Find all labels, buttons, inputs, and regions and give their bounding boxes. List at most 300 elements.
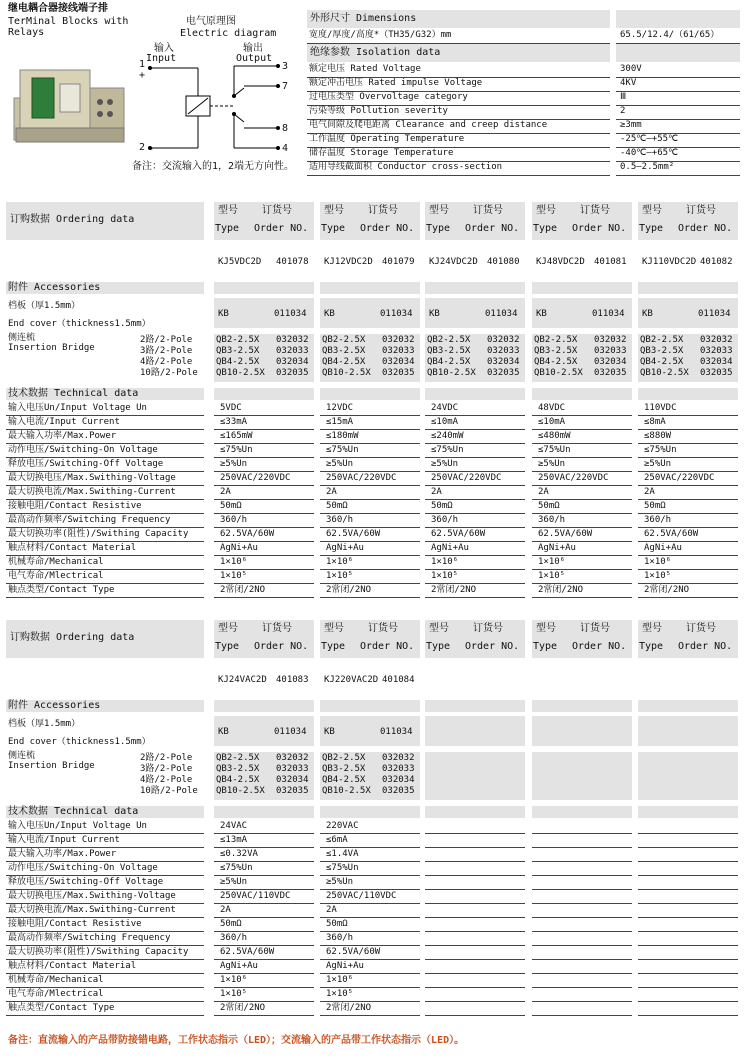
isolation-label: 污染等级 Pollution severity bbox=[309, 106, 448, 116]
column-head-model-en: Type bbox=[533, 223, 558, 234]
tech-value: ≤33mA bbox=[220, 417, 248, 427]
tech-cell-line bbox=[532, 527, 632, 528]
tech-cell-line bbox=[425, 833, 525, 834]
column-head-order-cn: 订货号 bbox=[580, 205, 610, 216]
tech-cell-line bbox=[638, 471, 738, 472]
tech-cell-line bbox=[214, 945, 314, 946]
tech-cell-line bbox=[638, 499, 738, 500]
tech-value: 2常闭/2NO bbox=[538, 585, 584, 595]
tech-cell-line bbox=[638, 889, 738, 890]
bridge-order-no: 032034 bbox=[700, 357, 733, 367]
tech-value: ≤240mW bbox=[431, 431, 464, 441]
bridge-type: QB2-2.5X bbox=[640, 335, 684, 345]
bridge-type: QB2-2.5X bbox=[322, 753, 366, 763]
tech-value: 1×10⁵ bbox=[431, 571, 459, 581]
tech-cell-line bbox=[320, 527, 420, 528]
tech-label: 输入电压Un/Input Voltage Un bbox=[8, 821, 147, 831]
tech-value: 1×10⁵ bbox=[220, 571, 248, 581]
technical-column-bar bbox=[638, 388, 738, 400]
bridge-pole: 4路/2-Pole bbox=[140, 357, 193, 367]
technical-column-bar bbox=[320, 806, 420, 818]
tech-cell-line bbox=[320, 499, 420, 500]
tech-cell-line bbox=[425, 959, 525, 960]
column-head-model-en: Type bbox=[321, 641, 346, 652]
tech-cell-line bbox=[532, 471, 632, 472]
endcover-type: KB bbox=[642, 309, 653, 319]
tech-cell-line bbox=[425, 931, 525, 932]
tech-cell-line bbox=[638, 959, 738, 960]
tech-cell-line bbox=[320, 959, 420, 960]
accessories-column-bar bbox=[214, 700, 314, 712]
pin-4: 4 bbox=[282, 143, 289, 154]
tech-row-line bbox=[6, 485, 204, 486]
pin-2: 2 bbox=[139, 142, 146, 153]
tech-row-line bbox=[6, 527, 204, 528]
tech-value: ≤1.4VA bbox=[326, 849, 359, 859]
column-head-model-cn: 型号 bbox=[642, 205, 662, 216]
tech-cell-line bbox=[638, 847, 738, 848]
column-head-model-en: Type bbox=[321, 223, 346, 234]
tech-row-line bbox=[6, 833, 204, 834]
tech-cell-line bbox=[425, 485, 525, 486]
bridge-order-no: 032033 bbox=[276, 346, 309, 356]
tech-cell-line bbox=[638, 861, 738, 862]
tech-cell-line bbox=[638, 485, 738, 486]
tech-cell-line bbox=[532, 945, 632, 946]
tech-cell-line bbox=[532, 833, 632, 834]
tech-cell-line bbox=[532, 443, 632, 444]
product-order-no: 401082 bbox=[700, 257, 733, 267]
bridge-order-no: 032035 bbox=[382, 368, 415, 378]
tech-cell-line bbox=[320, 583, 420, 584]
bridge-type: QB3-2.5X bbox=[216, 764, 260, 774]
dimensions-header-bar-right bbox=[616, 10, 740, 28]
tech-value: 360/h bbox=[326, 933, 354, 943]
tech-cell-line bbox=[214, 1015, 314, 1016]
column-head-order-en: Order NO. bbox=[254, 641, 309, 652]
tech-cell-line bbox=[532, 903, 632, 904]
product-order-no: 401078 bbox=[276, 257, 309, 267]
tech-cell-line bbox=[320, 597, 420, 598]
bridge-order-no: 032032 bbox=[487, 335, 520, 345]
tech-value: 1×10⁵ bbox=[220, 989, 248, 999]
tech-cell-line bbox=[425, 1001, 525, 1002]
tech-cell-line bbox=[638, 987, 738, 988]
tech-label: 释放电压/Switching-Off Voltage bbox=[8, 459, 164, 469]
tech-row-line bbox=[6, 931, 204, 932]
tech-cell-line bbox=[320, 847, 420, 848]
tech-row-line bbox=[6, 583, 204, 584]
tech-value: 2常闭/2NO bbox=[220, 585, 266, 595]
tech-value: AgNi+Au bbox=[538, 543, 576, 553]
tech-value: ≤75%Un bbox=[220, 445, 253, 455]
tech-row-line bbox=[6, 499, 204, 500]
column-head-order-en: Order NO. bbox=[465, 641, 520, 652]
tech-value: 1×10⁶ bbox=[644, 557, 672, 567]
bridge-type: QB2-2.5X bbox=[427, 335, 471, 345]
column-head-order-cn: 订货号 bbox=[262, 623, 292, 634]
endcover-column-bar bbox=[532, 716, 632, 746]
dimensions-label: 宽度/厚度/高度*（TH35/G32）mm bbox=[309, 30, 452, 40]
tech-value: 2A bbox=[220, 905, 231, 915]
technical-column-bar bbox=[425, 806, 525, 818]
tech-cell-line bbox=[214, 569, 314, 570]
tech-value: ≤13mA bbox=[220, 835, 248, 845]
technical-column-bar bbox=[425, 388, 525, 400]
tech-row-line bbox=[6, 959, 204, 960]
column-head-model-cn: 型号 bbox=[324, 205, 344, 216]
tech-value: ≥5%Un bbox=[326, 459, 354, 469]
column-head-order-en: Order NO. bbox=[678, 223, 733, 234]
tech-row-line bbox=[6, 569, 204, 570]
technical-data-header: 技术数据 Technical data bbox=[8, 388, 139, 399]
bridge-type: QB4-2.5X bbox=[216, 775, 260, 785]
tech-label: 触点材料/Contact Material bbox=[8, 543, 137, 553]
product-order-no: 401080 bbox=[487, 257, 520, 267]
tech-label: 释放电压/Switching-Off Voltage bbox=[8, 877, 164, 887]
tech-cell-line bbox=[532, 485, 632, 486]
isolation-label: 额定冲击电压 Rated impulse Voltage bbox=[309, 78, 483, 88]
ordering-data-header: 订购数据 Ordering data bbox=[10, 214, 135, 225]
tech-row-line bbox=[6, 1015, 204, 1016]
bridge-order-no: 032034 bbox=[276, 357, 309, 367]
bridge-order-no: 032032 bbox=[700, 335, 733, 345]
tech-cell-line bbox=[638, 597, 738, 598]
tech-cell-line bbox=[532, 917, 632, 918]
tech-cell-line bbox=[425, 415, 525, 416]
column-head-order-cn: 订货号 bbox=[368, 623, 398, 634]
diagram-title-cn: 电气原理图 bbox=[186, 16, 236, 27]
accessories-column-bar bbox=[320, 282, 420, 294]
tech-label: 动作电压/Switching-On Voltage bbox=[8, 863, 158, 873]
tech-cell-line bbox=[532, 555, 632, 556]
input-label-cn: 输入 bbox=[154, 43, 174, 54]
column-head-model-en: Type bbox=[215, 223, 240, 234]
tech-label: 输入电流/Input Current bbox=[8, 835, 120, 845]
tech-value: 2常闭/2NO bbox=[431, 585, 477, 595]
tech-value: 62.5VA/60W bbox=[538, 529, 593, 539]
column-head-order-cn: 订货号 bbox=[686, 623, 716, 634]
tech-value: 50mΩ bbox=[220, 919, 242, 929]
dimensions-header: 外形尺寸 Dimensions bbox=[310, 13, 417, 24]
tech-cell-line bbox=[425, 513, 525, 514]
tech-label: 输入电压Un/Input Voltage Un bbox=[8, 403, 147, 413]
bridge-type: QB2-2.5X bbox=[534, 335, 578, 345]
bridge-order-no: 032035 bbox=[487, 368, 520, 378]
tech-cell-line bbox=[214, 457, 314, 458]
bridge-order-no: 032035 bbox=[276, 368, 309, 378]
bridge-type: QB4-2.5X bbox=[427, 357, 471, 367]
bridge-pole: 3路/2-Pole bbox=[140, 346, 193, 356]
tech-value: 1×10⁵ bbox=[326, 571, 354, 581]
tech-cell-line bbox=[638, 555, 738, 556]
bridge-order-no: 032034 bbox=[382, 775, 415, 785]
bridge-pole: 10路/2-Pole bbox=[140, 368, 198, 378]
column-head-order-en: Order NO. bbox=[360, 223, 415, 234]
tech-cell-line bbox=[214, 429, 314, 430]
bridge-order-no: 032033 bbox=[487, 346, 520, 356]
tech-label: 触点材料/Contact Material bbox=[8, 961, 137, 971]
tech-value: 48VDC bbox=[538, 403, 566, 413]
tech-cell-line bbox=[425, 1015, 525, 1016]
tech-cell-line bbox=[320, 555, 420, 556]
input-label-en: Input bbox=[146, 53, 177, 64]
bridge-label-en: Insertion Bridge bbox=[8, 761, 95, 771]
tech-cell-line bbox=[532, 415, 632, 416]
tech-value: ≤880W bbox=[644, 431, 672, 441]
tech-value: AgNi+Au bbox=[220, 543, 258, 553]
tech-cell-line bbox=[425, 889, 525, 890]
isolation-label: 储存温度 Storage Temperature bbox=[309, 148, 454, 158]
tech-value: ≤180mW bbox=[326, 431, 359, 441]
tech-cell-line bbox=[320, 875, 420, 876]
endcover-label-en: End cover（thickness1.5mm） bbox=[8, 737, 151, 747]
tech-cell-line bbox=[638, 429, 738, 430]
isolation-header-bar-right bbox=[616, 44, 740, 62]
isolation-row-line-right bbox=[616, 91, 740, 92]
endcover-order-no: 011034 bbox=[274, 309, 307, 319]
tech-cell-line bbox=[638, 875, 738, 876]
bridge-order-no: 032034 bbox=[594, 357, 627, 367]
tech-cell-line bbox=[638, 583, 738, 584]
tech-value: ≤15mA bbox=[326, 417, 354, 427]
tech-value: 250VAC/220VDC bbox=[220, 473, 291, 483]
accessories-column-bar bbox=[638, 700, 738, 712]
tech-value: 62.5VA/60W bbox=[326, 947, 381, 957]
tech-cell-line bbox=[214, 583, 314, 584]
column-head-model-cn: 型号 bbox=[218, 205, 238, 216]
column-head-model-cn: 型号 bbox=[536, 623, 556, 634]
column-head-order-cn: 订货号 bbox=[580, 623, 610, 634]
tech-cell-line bbox=[320, 471, 420, 472]
tech-value: 360/h bbox=[644, 515, 672, 525]
tech-row-line bbox=[6, 847, 204, 848]
bridge-type: QB4-2.5X bbox=[534, 357, 578, 367]
product-order-no: 401084 bbox=[382, 675, 415, 685]
tech-cell-line bbox=[532, 513, 632, 514]
technical-column-bar bbox=[214, 388, 314, 400]
bridge-order-no: 032034 bbox=[276, 775, 309, 785]
column-head-model-cn: 型号 bbox=[536, 205, 556, 216]
technical-data-header: 技术数据 Technical data bbox=[8, 806, 139, 817]
column-head-model-en: Type bbox=[215, 641, 240, 652]
column-head-order-en: Order NO. bbox=[254, 223, 309, 234]
tech-cell-line bbox=[638, 945, 738, 946]
tech-row-line bbox=[6, 889, 204, 890]
column-head-order-cn: 订货号 bbox=[473, 623, 503, 634]
accessories-column-bar bbox=[425, 700, 525, 712]
tech-cell-line bbox=[425, 917, 525, 918]
tech-cell-line bbox=[425, 555, 525, 556]
tech-label: 接触电阻/Contact Resistive bbox=[8, 501, 142, 511]
tech-value: AgNi+Au bbox=[220, 961, 258, 971]
bridge-type: QB3-2.5X bbox=[534, 346, 578, 356]
bridge-order-no: 032032 bbox=[276, 335, 309, 345]
tech-row-line bbox=[6, 903, 204, 904]
tech-row-line bbox=[6, 457, 204, 458]
endcover-label-cn: 档板（厚1.5mm） bbox=[8, 719, 81, 729]
tech-label: 动作电压/Switching-On Voltage bbox=[8, 445, 158, 455]
tech-cell-line bbox=[214, 847, 314, 848]
technical-column-bar bbox=[214, 806, 314, 818]
column-head-order-cn: 订货号 bbox=[262, 205, 292, 216]
tech-value: 62.5VA/60W bbox=[326, 529, 381, 539]
tech-row-line bbox=[6, 443, 204, 444]
tech-row-line bbox=[6, 429, 204, 430]
endcover-order-no: 011034 bbox=[485, 309, 518, 319]
bridge-column-bar bbox=[638, 752, 738, 800]
tech-cell-line bbox=[214, 597, 314, 598]
tech-value: 2常闭/2NO bbox=[326, 585, 372, 595]
tech-cell-line bbox=[214, 931, 314, 932]
tech-value: ≤10mA bbox=[538, 417, 566, 427]
tech-cell-line bbox=[425, 457, 525, 458]
ordering-data-header: 订购数据 Ordering data bbox=[10, 632, 135, 643]
tech-row-line bbox=[6, 945, 204, 946]
tech-cell-line bbox=[320, 415, 420, 416]
tech-value: 250VAC/220VDC bbox=[644, 473, 715, 483]
product-order-no: 401083 bbox=[276, 675, 309, 685]
tech-label: 最大切换功率(阻性)/Swithing Capacity bbox=[8, 529, 189, 539]
tech-label: 最大切换电流/Max.Swithing-Current bbox=[8, 487, 176, 497]
endcover-order-no: 011034 bbox=[274, 727, 307, 737]
tech-value: AgNi+Au bbox=[644, 543, 682, 553]
tech-cell-line bbox=[320, 903, 420, 904]
column-head-model-cn: 型号 bbox=[429, 205, 449, 216]
tech-cell-line bbox=[425, 597, 525, 598]
tech-cell-line bbox=[214, 555, 314, 556]
tech-value: AgNi+Au bbox=[326, 543, 364, 553]
tech-value: 360/h bbox=[431, 515, 459, 525]
tech-label: 电气寿命/Mlectrical bbox=[8, 571, 104, 581]
accessories-column-bar bbox=[532, 282, 632, 294]
bridge-order-no: 032035 bbox=[276, 786, 309, 796]
footer-note: 备注：直流输入的产品带防接错电路，工作状态指示（LED）；交流输入的产品带工作状态指示（LED）。 bbox=[8, 1035, 465, 1046]
isolation-value: -25℃—+55℃ bbox=[620, 134, 679, 144]
column-head-model-cn: 型号 bbox=[429, 623, 449, 634]
bridge-order-no: 032035 bbox=[594, 368, 627, 378]
tech-value: AgNi+Au bbox=[326, 961, 364, 971]
tech-cell-line bbox=[425, 987, 525, 988]
tech-cell-line bbox=[425, 945, 525, 946]
tech-value: 50mΩ bbox=[431, 501, 453, 511]
isolation-label: 额定电压 Rated Voltage bbox=[309, 64, 421, 74]
diagram-title-en: Electric diagram bbox=[180, 28, 277, 39]
bridge-type: QB10-2.5X bbox=[216, 368, 265, 378]
technical-column-bar bbox=[532, 806, 632, 818]
tech-value: 360/h bbox=[220, 515, 248, 525]
tech-cell-line bbox=[214, 415, 314, 416]
bridge-type: QB3-2.5X bbox=[427, 346, 471, 356]
column-head-model-cn: 型号 bbox=[218, 623, 238, 634]
tech-value: 2常闭/2NO bbox=[220, 1003, 266, 1013]
tech-value: 50mΩ bbox=[326, 919, 348, 929]
tech-value: 62.5VA/60W bbox=[220, 947, 275, 957]
tech-label: 最大输入功率/Max.Power bbox=[8, 431, 117, 441]
tech-cell-line bbox=[320, 513, 420, 514]
bridge-label-cn: 侧连梳 bbox=[8, 751, 36, 761]
bridge-pole: 2路/2-Pole bbox=[140, 335, 193, 345]
tech-cell-line bbox=[532, 847, 632, 848]
tech-value: 62.5VA/60W bbox=[220, 529, 275, 539]
bridge-type: QB10-2.5X bbox=[534, 368, 583, 378]
technical-column-bar bbox=[320, 388, 420, 400]
tech-value: ≤75%Un bbox=[644, 445, 677, 455]
tech-cell-line bbox=[320, 833, 420, 834]
tech-value: 1×10⁶ bbox=[538, 557, 566, 567]
isolation-label: 过电压类型 Overvoltage category bbox=[309, 92, 468, 102]
tech-value: 360/h bbox=[326, 515, 354, 525]
product-title-cn: 继电耦合器接线端子排 bbox=[8, 3, 108, 14]
tech-value: 2A bbox=[326, 487, 337, 497]
pin-8: 8 bbox=[282, 123, 289, 134]
tech-cell-line bbox=[214, 513, 314, 514]
isolation-label: 工作温度 Operating Temperature bbox=[309, 134, 465, 144]
tech-value: ≤75%Un bbox=[326, 445, 359, 455]
tech-row-line bbox=[6, 471, 204, 472]
tech-cell-line bbox=[638, 457, 738, 458]
tech-value: 250VAC/110VDC bbox=[326, 891, 397, 901]
product-photo bbox=[10, 58, 130, 148]
tech-value: 360/h bbox=[538, 515, 566, 525]
tech-cell-line bbox=[638, 973, 738, 974]
tech-value: 1×10⁶ bbox=[220, 557, 248, 567]
tech-value: 2A bbox=[644, 487, 655, 497]
tech-cell-line bbox=[214, 973, 314, 974]
tech-value: 2A bbox=[326, 905, 337, 915]
endcover-order-no: 011034 bbox=[592, 309, 625, 319]
tech-value: 2A bbox=[220, 487, 231, 497]
tech-cell-line bbox=[320, 485, 420, 486]
tech-cell-line bbox=[214, 485, 314, 486]
tech-cell-line bbox=[320, 541, 420, 542]
tech-cell-line bbox=[320, 1015, 420, 1016]
tech-value: 360/h bbox=[220, 933, 248, 943]
tech-value: 24VDC bbox=[431, 403, 459, 413]
tech-row-line bbox=[6, 541, 204, 542]
tech-cell-line bbox=[214, 889, 314, 890]
pin-7: 7 bbox=[282, 81, 289, 92]
tech-row-line bbox=[6, 415, 204, 416]
isolation-row-line-right bbox=[616, 175, 740, 176]
tech-value: ≥5%Un bbox=[220, 459, 248, 469]
column-head-model-en: Type bbox=[426, 223, 451, 234]
tech-value: ≤75%Un bbox=[538, 445, 571, 455]
bridge-pole: 10路/2-Pole bbox=[140, 786, 198, 796]
tech-cell-line bbox=[638, 569, 738, 570]
bridge-type: QB4-2.5X bbox=[322, 775, 366, 785]
tech-cell-line bbox=[638, 931, 738, 932]
tech-cell-line bbox=[532, 1015, 632, 1016]
tech-cell-line bbox=[320, 917, 420, 918]
tech-value: 50mΩ bbox=[326, 501, 348, 511]
product-type: KJ5VDC2D bbox=[218, 257, 262, 267]
endcover-type: KB bbox=[218, 309, 229, 319]
tech-value: 2常闭/2NO bbox=[644, 585, 690, 595]
tech-cell-line bbox=[425, 903, 525, 904]
bridge-pole: 3路/2-Pole bbox=[140, 764, 193, 774]
tech-cell-line bbox=[214, 959, 314, 960]
tech-cell-line bbox=[425, 569, 525, 570]
bridge-type: QB4-2.5X bbox=[216, 357, 260, 367]
endcover-type: KB bbox=[536, 309, 547, 319]
tech-label: 触点类型/Contact Type bbox=[8, 585, 115, 595]
bridge-type: QB10-2.5X bbox=[640, 368, 689, 378]
column-head-order-en: Order NO. bbox=[572, 641, 627, 652]
tech-cell-line bbox=[425, 583, 525, 584]
tech-value: ≤165mW bbox=[220, 431, 253, 441]
bridge-order-no: 032034 bbox=[487, 357, 520, 367]
